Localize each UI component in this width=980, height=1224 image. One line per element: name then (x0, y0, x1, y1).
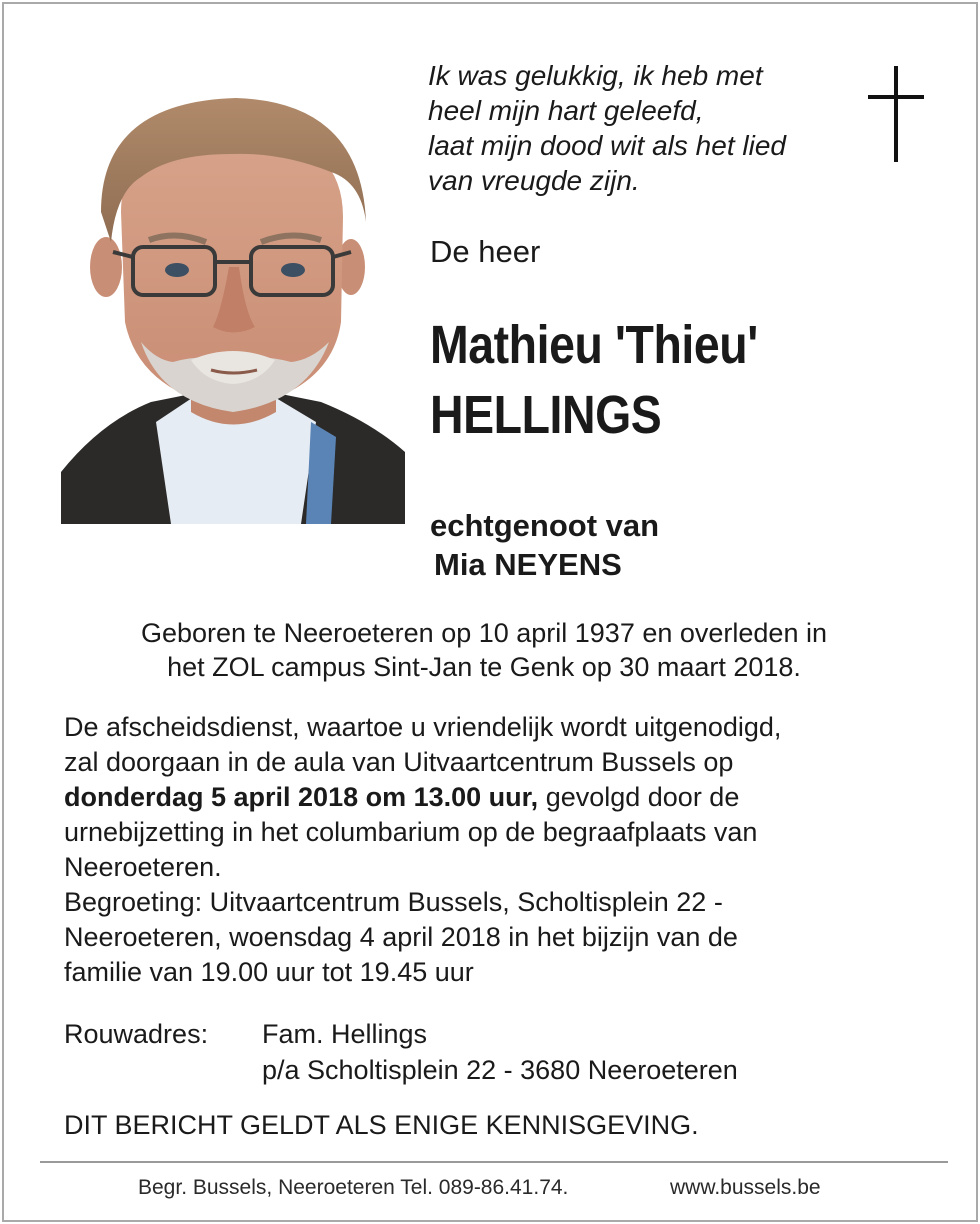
birth-death-statement (44, 616, 924, 684)
poem-line: van vreugde zijn. (428, 165, 640, 196)
service-line-datetime (64, 780, 944, 815)
honorific: De heer (430, 234, 541, 269)
service-line-rest: gevolgd door de (538, 782, 740, 812)
address-line: p/a Scholtisplein 22 - 3680 Neeroeteren (262, 1055, 738, 1085)
spouse-name: Mia NEYENS (434, 547, 622, 582)
visitation-line: familie van 19.00 uur tot 19.45 uur (64, 957, 474, 987)
cross-icon (866, 66, 928, 166)
service-line: zal doorgaan in de aula van Uitvaartcentrum Bussels op (64, 747, 734, 777)
footer-divider (40, 1161, 948, 1163)
poem-line: laat mijn dood wit als het lied (428, 130, 786, 161)
visitation-line: Neeroeteren, woensdag 4 april 2018 in het bijzijn van de (64, 922, 738, 952)
service-datetime: donderdag 5 april 2018 om 13.00 uur, (64, 782, 539, 812)
service-details (64, 710, 944, 990)
name-line-first: Mathieu 'Thieu' (430, 315, 758, 375)
visitation-line: Begroeting: Uitvaartcentrum Bussels, Scholtisplein 22 - (64, 887, 723, 917)
poem-line: Ik was gelukkig, ik heb met (428, 60, 763, 91)
birth-death-line: het ZOL campus Sint-Jan te Genk op 30 maart 2018. (167, 652, 801, 682)
funeral-home-website: www.bussels.be (670, 1176, 821, 1199)
poem (428, 58, 786, 198)
service-line: Neeroeteren. (64, 852, 222, 882)
obituary-card (2, 2, 978, 1222)
spouse-label: echtgenoot van (430, 508, 660, 543)
notice-statement: DIT BERICHT GELDT ALS ENIGE KENNISGEVING. (64, 1110, 699, 1140)
poem-line: heel mijn hart geleefd, (428, 95, 704, 126)
address-line: Fam. Hellings (262, 1019, 428, 1049)
birth-death-line: Geboren te Neeroeteren op 10 april 1937 en overleden in (141, 618, 827, 648)
portrait-photo (61, 92, 405, 524)
name-line-last: HELLINGS (430, 385, 662, 445)
service-line: urnebijzetting in het columbarium op de begraafplaats van (64, 817, 758, 847)
service-line: De afscheidsdienst, waartoe u vriendelijk wordt uitgenodigd, (64, 712, 782, 742)
address-label: Rouwadres: (64, 1019, 209, 1049)
funeral-home-contact: Begr. Bussels, Neeroeteren Tel. 089-86.41.74. (138, 1176, 569, 1199)
deceased-name (430, 310, 758, 450)
